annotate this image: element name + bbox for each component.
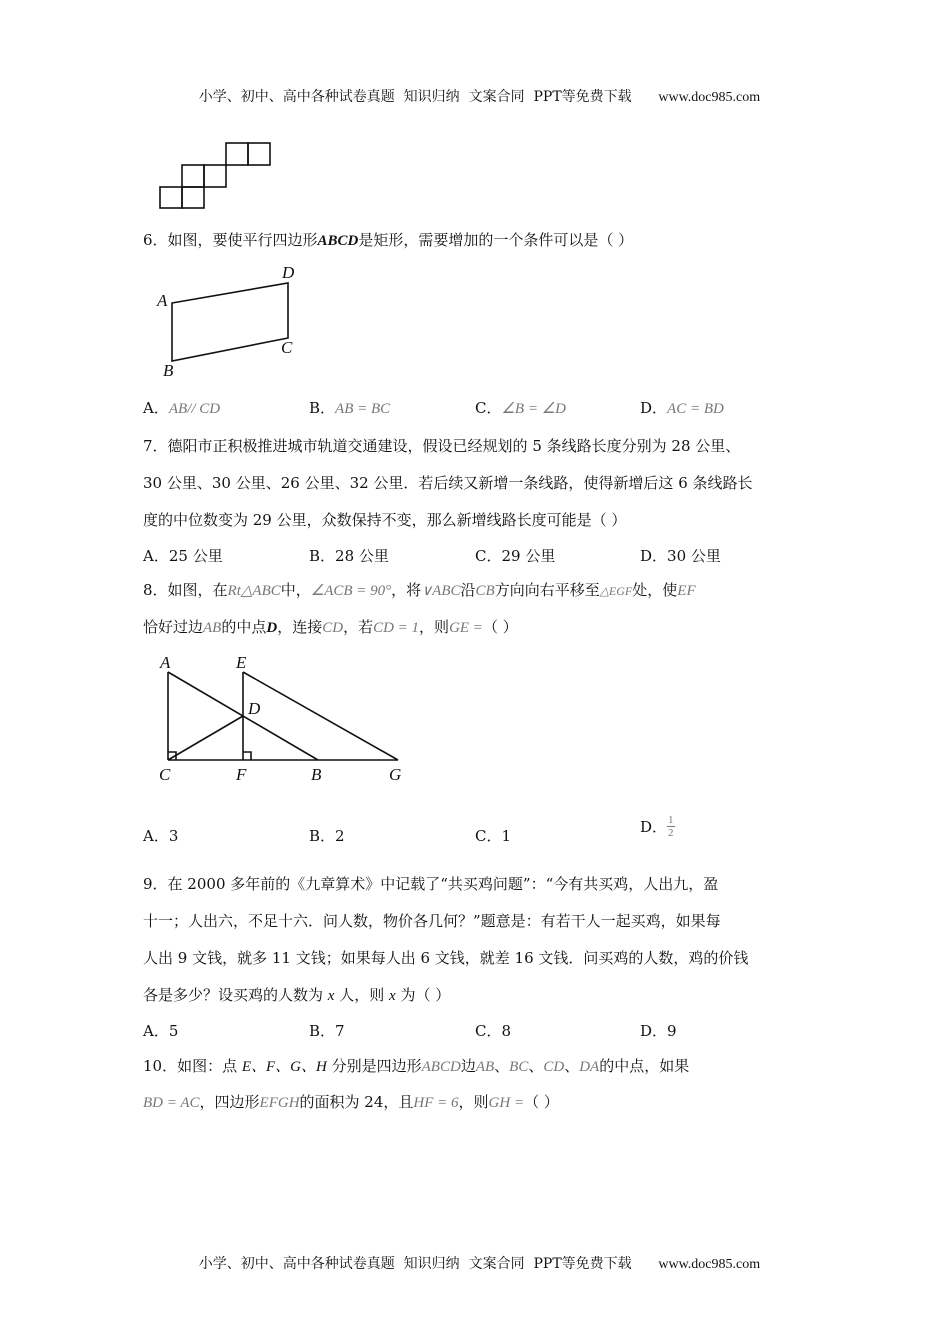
q6-option-a[interactable]: A．AB// CD: [143, 399, 221, 417]
question-8-line1: 8．如图，在Rt△ABC中，∠ACB = 90°，将∨ABC沿CB方向向右平移至△EGF处，使EF: [143, 581, 696, 599]
footer-text: 小学、初中、高中各种试卷真题 知识归纳 文案合同 PPT等免费下载: [198, 1256, 632, 1272]
label-F: F: [236, 765, 247, 784]
q9-option-a[interactable]: A．5: [143, 1022, 179, 1040]
q8-option-c[interactable]: C．1: [475, 827, 512, 845]
question-7-line2: 30 公里、30 公里、26 公里、32 公里．若后续又新增一条线路，使得新增后这 6 条线路长: [143, 474, 753, 492]
label-B: B: [311, 765, 322, 784]
q7-option-b[interactable]: B．28 公里: [309, 547, 389, 565]
question-9-line1: 9．在 2000 多年前的《九章算术》中记载了“共买鸡问题”：“今有共买鸡，人出九，盈: [143, 875, 719, 893]
q9-option-c[interactable]: C．8: [475, 1022, 512, 1040]
q6-option-d[interactable]: D．AC = BD: [640, 399, 724, 417]
question-7-line1: 7．德阳市正积极推进城市轨道交通建设，假设已经规划的 5 条线路长度分别为 28 公里、: [143, 437, 741, 455]
q7-option-c[interactable]: C．29 公里: [475, 547, 556, 565]
question-7-line3: 度的中位数变为 29 公里，众数保持不变，那么新增线路长度可能是（ ）: [143, 511, 627, 529]
q9-option-b[interactable]: B．7: [309, 1022, 345, 1040]
question-9-line3: 人出 9 文钱，就多 11 文钱；如果每人出 6 文钱，就差 16 文钱．问买鸡的人数，鸡的价钱: [143, 949, 749, 967]
label-E: E: [236, 653, 247, 672]
header-site[interactable]: www.doc985.com: [658, 90, 761, 105]
fraction-one-half: $\frac{1}{2}$: [668, 814, 674, 839]
q6-option-c[interactable]: C．∠B = ∠D: [475, 399, 566, 417]
translated-triangles-figure: [150, 650, 420, 790]
question-10-line1: 10．如图：点 E、F、G、H 分别是四边形ABCD边AB、BC、CD、DA的中点，如果: [143, 1057, 690, 1075]
label-C: C: [159, 765, 171, 784]
label-G: G: [389, 765, 402, 784]
q8-option-b[interactable]: B．2: [309, 827, 345, 845]
question-10-line2: BD = AC，四边形EFGH的面积为 24，且HF = 6，则GH =（ ）: [143, 1093, 559, 1111]
q7-option-d[interactable]: D．30 公里: [640, 547, 721, 565]
page-footer: [0, 1237, 950, 1273]
q8-option-d[interactable]: D． $\frac{1}{2}$: [640, 814, 674, 839]
q8-option-a[interactable]: A．3: [143, 827, 179, 845]
parallelogram-figure: [150, 258, 310, 383]
label-B: B: [163, 361, 174, 380]
q7-option-a[interactable]: A．25 公里: [143, 547, 223, 565]
q9-option-d[interactable]: D．9: [640, 1022, 677, 1040]
staircase-squares-figure: [157, 141, 275, 211]
footer-site[interactable]: www.doc985.com: [658, 1257, 761, 1272]
label-A: A: [157, 291, 168, 310]
page-header: [0, 70, 950, 106]
label-D: D: [282, 263, 295, 282]
header-text: 小学、初中、高中各种试卷真题 知识归纳 文案合同 PPT等免费下载: [198, 89, 632, 105]
q6-option-b[interactable]: B．AB = BC: [309, 399, 391, 417]
question-8-line2: 恰好过边AB的中点D，连接CD，若CD = 1，则GE =（ ）: [143, 618, 518, 636]
question-6-stem: 6．如图，要使平行四边形ABCD是矩形，需要增加的一个条件可以是（ ）: [143, 231, 634, 249]
label-D: D: [248, 699, 261, 718]
label-C: C: [281, 338, 293, 357]
question-9-line2: 十一；人出六，不足十六．问人数，物价各几何？”题意是：有若干人一起买鸡，如果每: [143, 912, 721, 930]
label-A: A: [160, 653, 171, 672]
question-9-line4: 各是多少？设买鸡的人数为 x 人，则 x 为（ ）: [143, 986, 451, 1004]
